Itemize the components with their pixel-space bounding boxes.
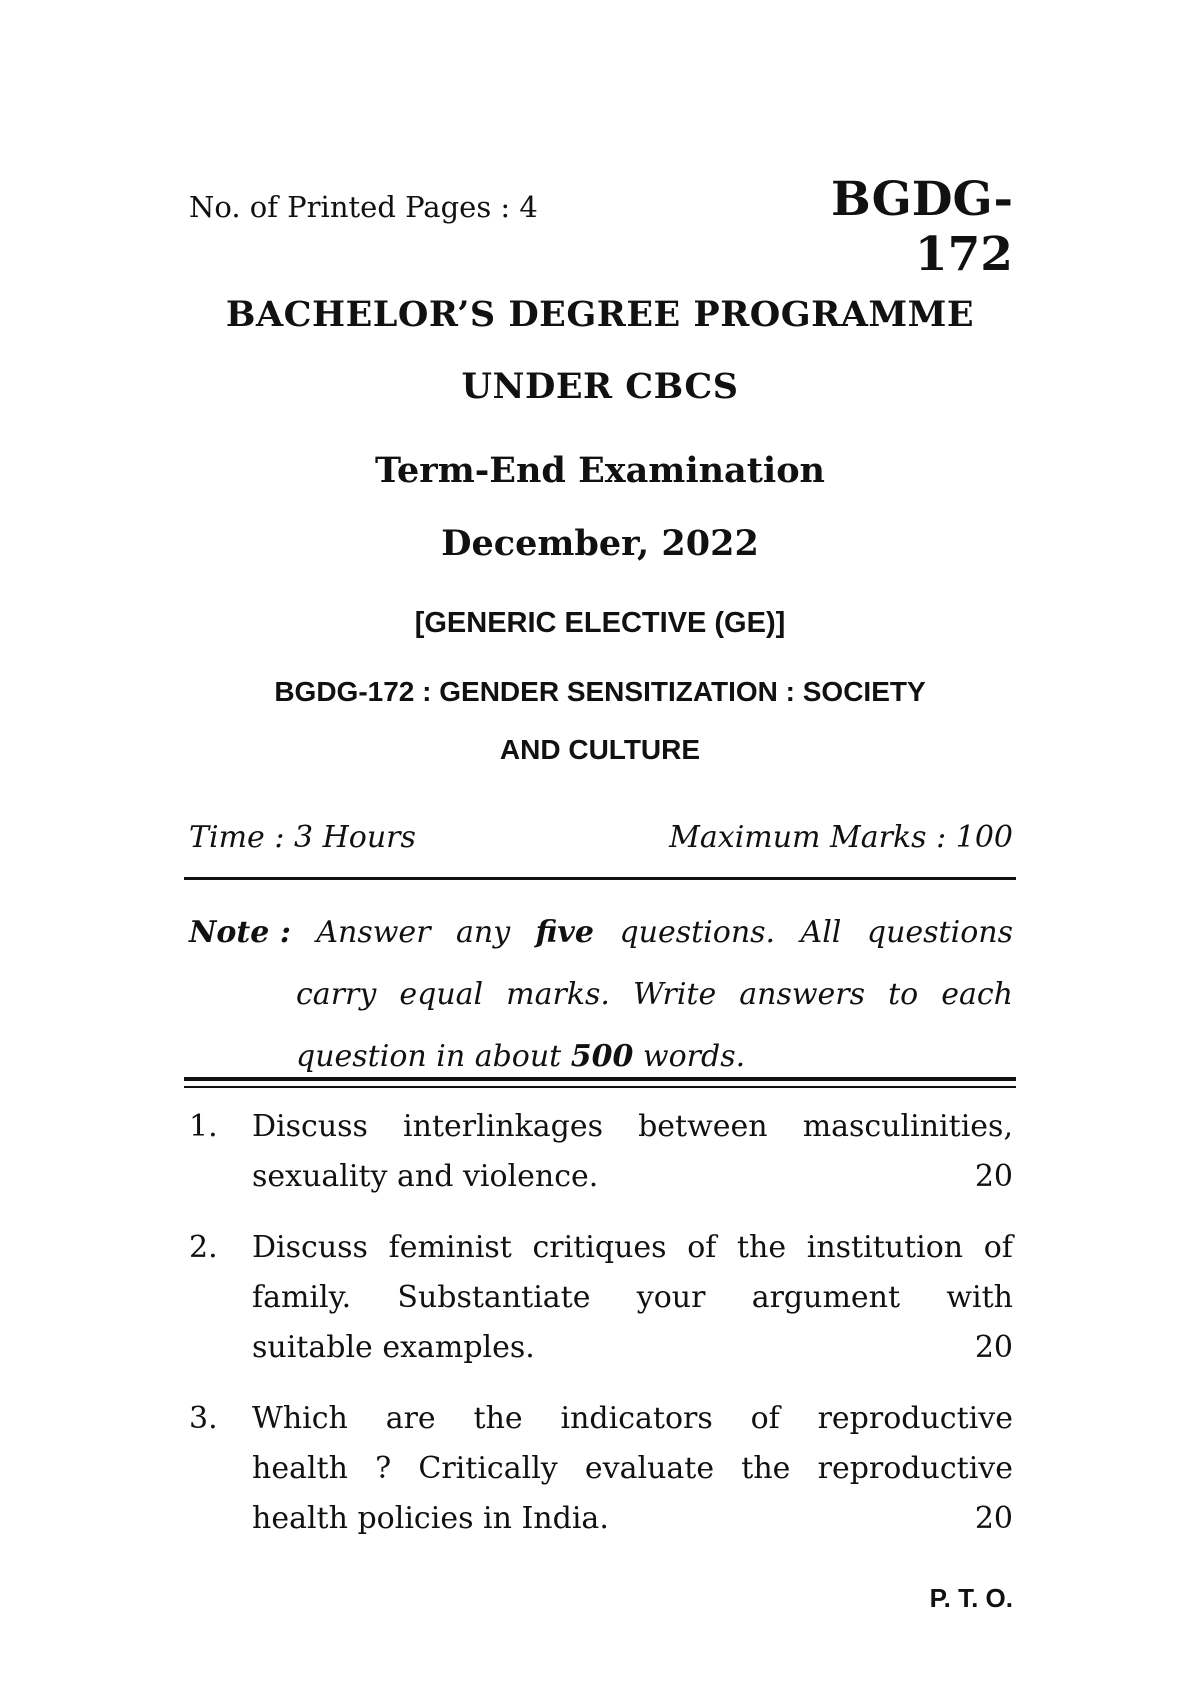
question-word: Critically <box>418 1451 558 1486</box>
question-word: indicators <box>560 1401 713 1436</box>
question-body <box>252 1394 1013 1544</box>
question-word: evaluate <box>584 1451 715 1486</box>
programme-title-line2: UNDER CBCS <box>461 366 739 407</box>
question-word: the <box>473 1401 523 1436</box>
note-word: any <box>456 915 511 950</box>
please-turn-over: P. T. O. <box>929 1583 1013 1613</box>
note-word: question in about <box>296 1039 571 1074</box>
note-word: questions. <box>619 915 776 950</box>
question-line <box>252 1102 1013 1152</box>
question-line <box>252 1323 1013 1373</box>
question-word: the <box>741 1451 791 1486</box>
note-word-emphasis: 500 <box>570 1039 634 1074</box>
question <box>189 1223 1013 1373</box>
question <box>189 1394 1013 1544</box>
note-word: All <box>800 915 842 950</box>
question-word: ? <box>375 1451 392 1486</box>
question-body <box>252 1102 1013 1202</box>
question-marks: 20 <box>974 1159 1013 1194</box>
question-word: suitable examples. <box>252 1330 535 1365</box>
elective-label: [GENERIC ELECTIVE (GE)] <box>414 607 786 639</box>
note-word: to <box>888 977 919 1012</box>
question-word: interlinkages <box>403 1109 604 1144</box>
divider-rule <box>184 877 1016 880</box>
note-word: questions <box>866 915 1013 950</box>
note-word: Answer <box>316 915 431 950</box>
exam-month: December, 2022 <box>441 523 759 564</box>
question-word: feminist <box>388 1230 512 1265</box>
question-word: of <box>983 1230 1013 1265</box>
maximum-marks: Maximum Marks : 100 <box>669 820 1013 855</box>
note-line <box>189 902 1013 964</box>
question-number: 2. <box>189 1230 218 1265</box>
question-line <box>252 1394 1013 1444</box>
exam-duration: Time : 3 Hours <box>189 820 416 855</box>
paper-code: BGDG-172 <box>830 172 1013 282</box>
note-word: marks. <box>506 977 610 1012</box>
question-word: the <box>736 1230 787 1265</box>
question-number: 3. <box>189 1401 218 1436</box>
exam-title: Term-End Examination <box>374 450 825 491</box>
question-word: Which <box>252 1401 348 1436</box>
note-word: answers <box>739 977 866 1012</box>
question-word: are <box>385 1401 436 1436</box>
question-word: of <box>750 1401 780 1436</box>
question-line <box>252 1494 1013 1544</box>
question-word: Substantiate <box>397 1280 591 1315</box>
question-word: health <box>252 1451 348 1486</box>
question-line <box>252 1223 1013 1273</box>
question-line <box>252 1273 1013 1323</box>
note-word: Write <box>632 977 717 1012</box>
question-word: sexuality and violence. <box>252 1159 599 1194</box>
question-line <box>252 1152 1013 1202</box>
note-word-emphasis: five <box>535 915 594 950</box>
programme-title-line1: BACHELOR’S DEGREE PROGRAMME <box>225 294 975 335</box>
question-word: critiques <box>532 1230 667 1265</box>
double-rule-top <box>184 1077 1016 1081</box>
note-label: Note : <box>189 915 291 950</box>
question-line <box>252 1444 1013 1494</box>
question-word: between <box>638 1109 768 1144</box>
note-word: words. <box>633 1039 746 1074</box>
question-word: health policies in India. <box>252 1501 609 1536</box>
question-word: masculinities, <box>802 1109 1013 1144</box>
question <box>189 1102 1013 1202</box>
question-word: your <box>636 1280 706 1315</box>
note-word: each <box>941 977 1013 1012</box>
note-word: equal <box>399 977 484 1012</box>
question-body <box>252 1223 1013 1373</box>
printed-pages-count: No. of Printed Pages : 4 <box>189 190 538 224</box>
course-title-line1: BGDG-172 : GENDER SENSITIZATION : SOCIETY <box>274 676 926 707</box>
question-word: Discuss <box>252 1109 368 1144</box>
question-word: institution <box>806 1230 964 1265</box>
question-word: Discuss <box>252 1230 368 1265</box>
question-marks: 20 <box>974 1501 1013 1536</box>
note-line <box>189 964 1013 1026</box>
course-title-line2: AND CULTURE <box>499 734 701 765</box>
question-word: of <box>687 1230 717 1265</box>
question-number: 1. <box>189 1109 218 1144</box>
question-marks: 20 <box>974 1330 1013 1365</box>
double-rule-bottom <box>184 1086 1016 1088</box>
question-word: with <box>946 1280 1013 1315</box>
instructions-note <box>189 902 1013 1088</box>
question-word: reproductive <box>817 1451 1013 1486</box>
question-word: reproductive <box>817 1401 1013 1436</box>
question-word: family. <box>252 1280 352 1315</box>
note-word: carry <box>296 977 377 1012</box>
question-word: argument <box>751 1280 901 1315</box>
